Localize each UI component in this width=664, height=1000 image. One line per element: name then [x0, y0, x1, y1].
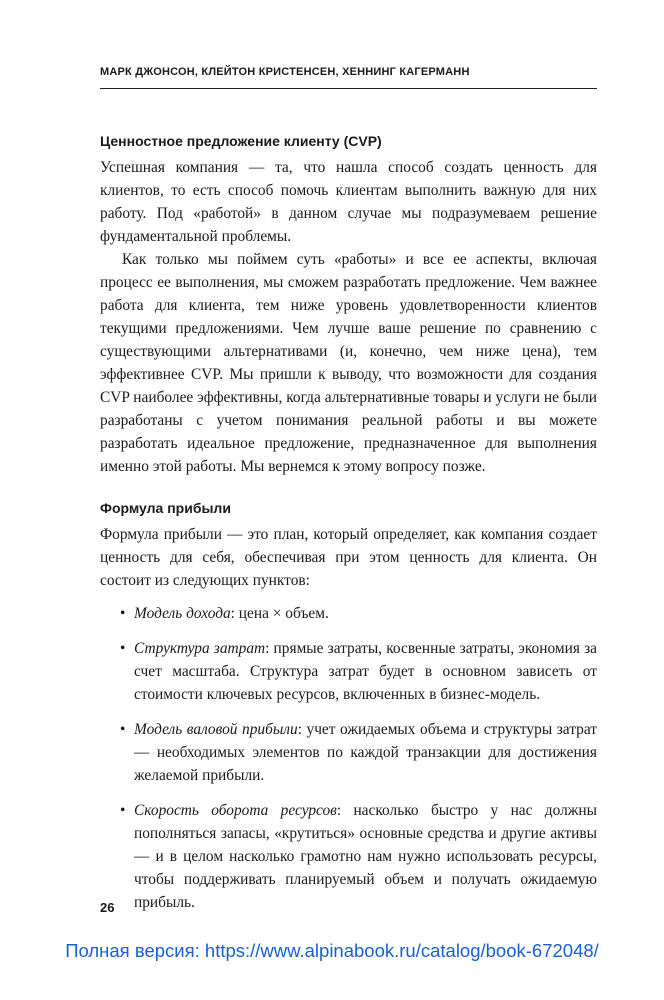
list-item-text: : прямые затраты, косвенные затраты, экономия за счет масштаба. Структура затрат будет в основном зависеть от стоимости ключевых ресурсов, включенных в бизнес-модель.: [134, 640, 597, 703]
paragraph: Как только мы поймем суть «работы» и все ее аспекты, включая процесс ее выполнения, мы сможем разработать предложение. Чем важнее работа для клиента, тем ниже уровень удовлетворенности клиентов текущими предложениями. Чем лучше ваше решение по сравнению с существующими альтернативами (и, конечно, чем ниже цена), тем эффективнее CVP. Мы пришли к выводу, что возможности для создания CVP наиболее эффективны, когда альтернативные товары и услуги не были разработаны с учетом понимания реальной работы и вы можете разработать идеальное предложение, предназначенное для выполнения именно этой работы. Мы вернемся к этому вопросу позже.: [100, 251, 597, 475]
section-heading-cvp: Ценностное предложение клиенту (CVP): [100, 133, 382, 149]
section-heading-profit-formula: Формула прибыли: [100, 500, 231, 516]
paragraph: Формула прибыли — это план, который определяет, как компания создает ценность для себя, обеспечивая при этом ценность для клиента. Он состоит из следующих пунктов:: [100, 526, 597, 589]
list-item-text: : цена × объем.: [230, 605, 329, 622]
full-version-link[interactable]: Полная версия: https://www.alpinabook.ru/catalog/book-672048/: [65, 940, 599, 961]
paragraph: Успешная компания — та, что нашла способ создать ценность для клиентов, то есть способ помочь клиентам выполнить важную для них работу. Под «работой» в данном случае мы подразумеваем решение фундаментальной проблемы.: [100, 159, 597, 245]
bullet-marker: •: [120, 640, 126, 657]
running-header: МАРК ДЖОНСОН, КЛЕЙТОН КРИСТЕНСЕН, ХЕННИНГ КАГЕРМАНН: [100, 66, 470, 78]
bullet-marker: •: [120, 605, 126, 622]
bullet-list: [100, 602, 597, 914]
list-item-term: Модель дохода: [134, 605, 231, 622]
list-item-term: Скорость оборота ресурсов: [134, 802, 337, 819]
list-item: [100, 799, 597, 914]
list-item-term: Модель валовой прибыли: [134, 721, 298, 738]
bullet-marker: •: [120, 802, 126, 819]
list-item-text: : учет ожидаемых объема и структуры затрат — необходимых элементов по каждой транзакции для достижения желаемой прибыли.: [134, 721, 597, 784]
list-item: [100, 637, 597, 706]
bullet-marker: •: [120, 721, 126, 738]
section-spacer: [100, 478, 597, 497]
list-item: [100, 718, 597, 787]
page-number: 26: [100, 900, 115, 915]
list-item-text: : насколько быстро у нас должны пополняться запасы, «крутиться» основные средства и другие активы — и в целом насколько грамотно нам нужно использовать ресурсы, чтобы поддерживать планируемый объем и получать ожидаемую прибыль.: [134, 802, 597, 911]
header-rule: [100, 88, 597, 89]
list-item: [100, 602, 597, 625]
list-item-term: Структура затрат: [134, 640, 266, 657]
page-content: [100, 130, 597, 926]
